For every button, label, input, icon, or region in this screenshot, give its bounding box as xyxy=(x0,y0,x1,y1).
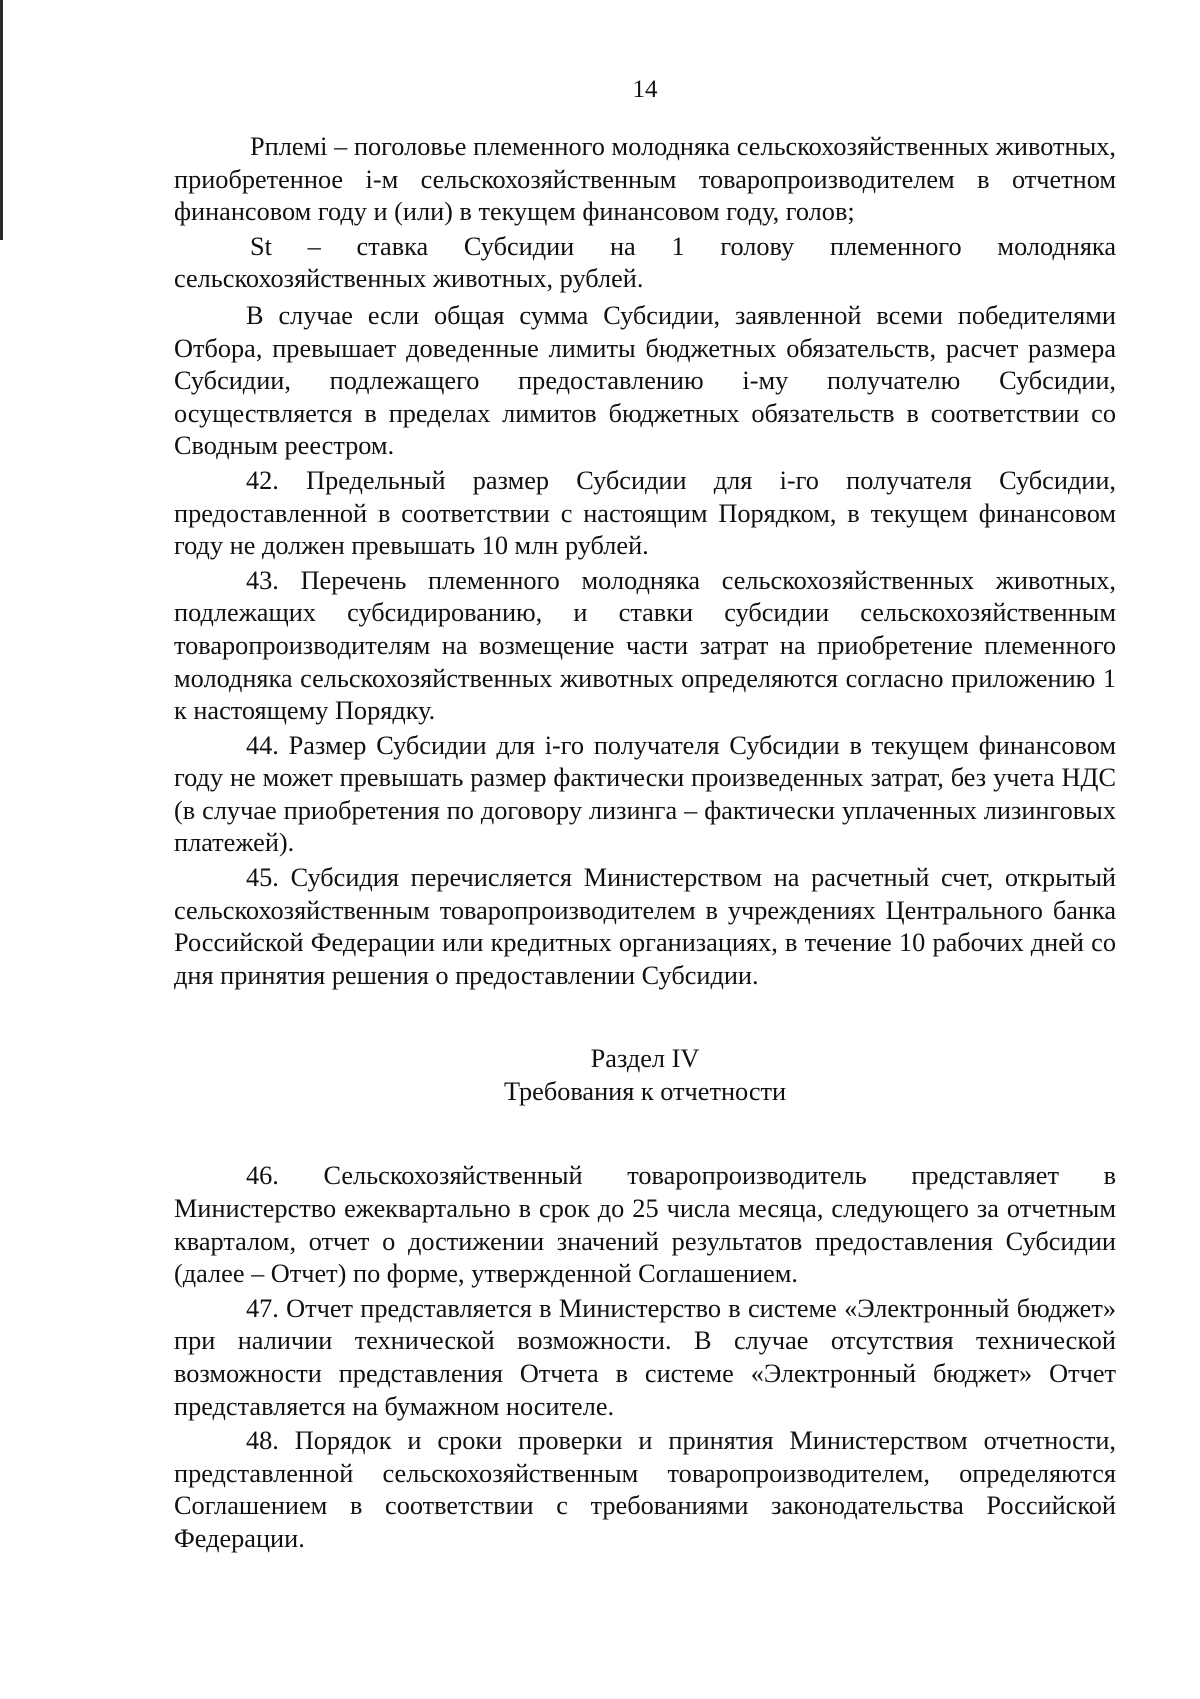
section-heading xyxy=(174,1042,1116,1108)
item-47: 47. Отчет представляется в Министерство в системе «Электронный бюджет» при наличии технической возможности. В случае отсутствия технической возможности представления Отчета в системе «Электронный бюджет» Отчет представляется на бумажном носителе. xyxy=(174,1293,1116,1421)
scan-edge xyxy=(0,0,3,240)
item-43: 43. Перечень племенного молодняка сельскохозяйственных животных, подлежащих субсидированию, и ставки субсидии сельскохозяйственным товаропроизводителям на возмещение части затрат на приобретение племенного молодняка сельскохозяйственных животных определяются согласно приложению 1 к настоящему Порядку. xyxy=(174,565,1116,726)
document-body xyxy=(174,131,1116,1558)
section-number: Раздел IV xyxy=(590,1044,700,1074)
section-title: Требования к отчетности xyxy=(503,1077,787,1107)
definition-st: St – ставка Субсидии на 1 голову племенного молодняка сельскохозяйственных животных, рублей. xyxy=(174,231,1116,294)
item-45: 45. Субсидия перечисляется Министерством на расчетный счет, открытый сельскохозяйственным товаропроизводителем в учреждениях Центрального банка Российской Федерации или кредитных организациях, в течение 10 рабочих дней со дня принятия решения о предоставлении Субсидии. xyxy=(174,863,1116,990)
item-46: 46. Сельскохозяйственный товаропроизводитель представляет в Министерство ежеквартально в срок до 25 числа месяца, следующего за отчетным кварталом, отчет о достижении значений результатов предоставления Субсидии (далее – Отчет) по форме, утвержденной Соглашением. xyxy=(174,1161,1116,1289)
item-44: 44. Размер Субсидии для i-го получателя Субсидии в текущем финансовом году не может превышать размер фактически произведенных затрат, без учета НДС (в случае приобретения по договору лизинга – фактически уплаченных лизинговых платежей). xyxy=(174,730,1116,858)
item-48: 48. Порядок и сроки проверки и принятия Министерством отчетности, представленной сельскохозяйственным товаропроизводителем, определяются Соглашением в соответствии с требованиями законодательства Российской Федерации. xyxy=(174,1426,1116,1553)
page-number: 14 xyxy=(632,76,658,103)
item-42: 42. Предельный размер Субсидии для i-го получателя Субсидии, предоставленной в соответствии с настоящим Порядком, в текущем финансовом году не должен превышать 10 млн рублей. xyxy=(174,465,1116,561)
paragraph-budget-limits: В случае если общая сумма Субсидии, заявленной всеми победителями Отбора, превышает доведенные лимиты бюджетных обязательств, расчет размера Субсидии, подлежащего предоставлению i-му получателю Субсидии, осуществляется в пределах лимитов бюджетных обязательств в соответствии со Сводным реестром. xyxy=(174,300,1116,461)
definition-p-plem: Рплемi – поголовье племенного молодняка сельскохозяйственных животных, приобретенное i-м сельскохозяйственным товаропроизводителем в отчетном финансовом году и (или) в текущем финансовом году, голов; xyxy=(174,132,1116,227)
